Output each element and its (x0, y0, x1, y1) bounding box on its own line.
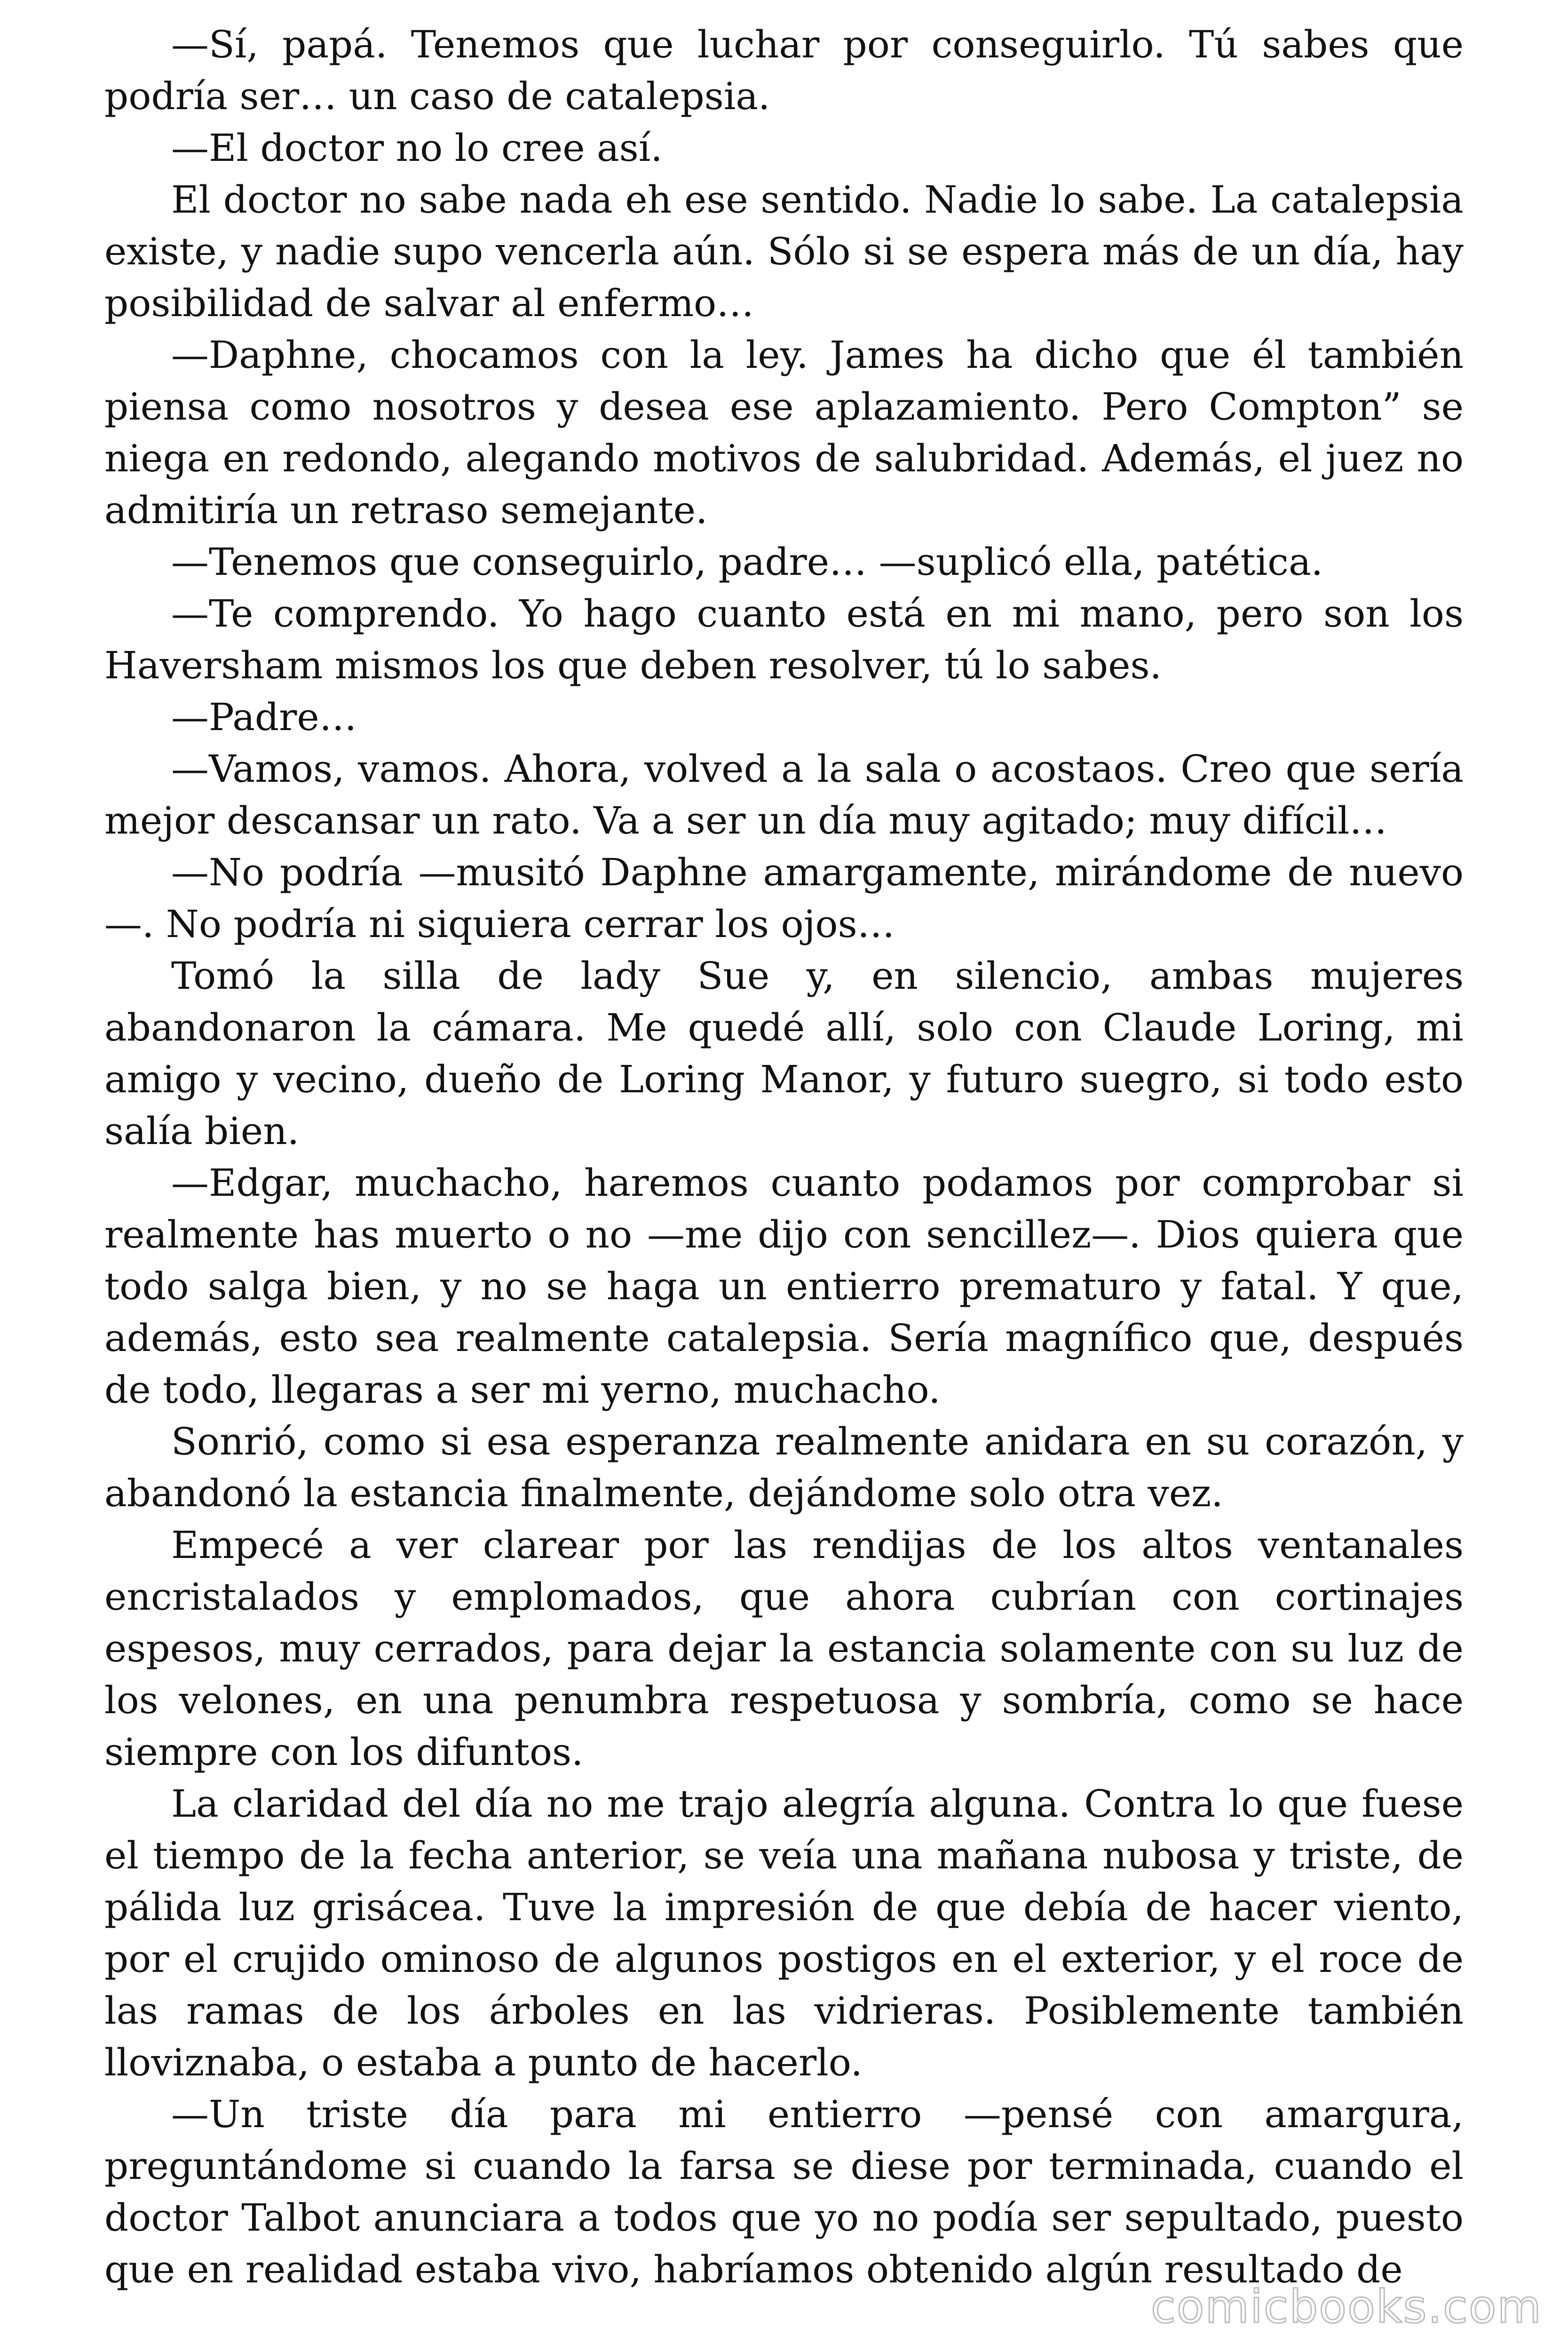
paragraph: —Un triste día para mi entierro —pensé con amargura, preguntándome si cuando la farsa se diese por terminada, cuando el doctor Talbot anunciara a todos que yo no podía ser sepultado, puesto que en realidad estaba vivo, habríamos obtenido algún resultado de (104, 2092, 1464, 2291)
paragraph: —Sí, papá. Tenemos que luchar por conseguirlo. Tú sabes que podría ser… un caso de catalepsia. (104, 23, 1464, 118)
paragraph: —Vamos, vamos. Ahora, volved a la sala o acostaos. Creo que sería mejor descansar un rato. Va a ser un día muy agitado; muy difícil… (104, 747, 1464, 842)
paragraph: —Daphne, chocamos con la ley. James ha dicho que él también piensa como nosotros y desea ese aplazamiento. Pero Compton” se niega en redondo, alegando motivos de salubridad. Además, el juez no admitiría un retraso semejante. (104, 333, 1464, 532)
paragraph: La claridad del día no me trajo alegría alguna. Contra lo que fuese el tiempo de la fecha anterior, se veía una mañana nubosa y triste, de pálida luz grisácea. Tuve la impresión de que debía de hacer viento, por el crujido ominoso de algunos postigos en el exterior, y el roce de las ramas de los árboles en las vidrieras. Posiblemente también lloviznaba, o estaba a punto de hacerlo. (104, 1782, 1464, 2084)
paragraph: Tomó la silla de lady Sue y, en silencio, ambas mujeres abandonaron la cámara. Me quedé allí, solo con Claude Loring, mi amigo y vecino, dueño de Loring Manor, y futuro suegro, si todo esto salía bien. (104, 954, 1464, 1153)
paragraph: —No podría —musitó Daphne amargamente, mirándome de nuevo —. No podría ni siquiera cerrar los ojos… (104, 850, 1464, 946)
paragraph: Empecé a ver clarear por las rendijas de los altos ventanales encristalados y emplomados, que ahora cubrían con cortinajes espesos, muy cerrados, para dejar la estancia solamente con su luz de los velones, en una penumbra respetuosa y sombría, como se hace siempre con los difuntos. (104, 1523, 1464, 1774)
paragraph: Sonrió, como si esa esperanza realmente anidara en su corazón, y abandonó la estancia finalmente, dejándome solo otra vez. (104, 1420, 1464, 1515)
watermark: comicbooks.com (1150, 2280, 1542, 2333)
paragraph: —Padre… (171, 695, 357, 739)
book-page (104, 19, 1464, 2296)
paragraph: —Te comprendo. Yo hago cuanto está en mi mano, pero son los Haversham mismos los que deben resolver, tú lo sabes. (104, 592, 1464, 687)
paragraph: —Tenemos que conseguirlo, padre… —suplicó ella, patética. (171, 540, 1323, 584)
paragraph: —Edgar, muchacho, haremos cuanto podamos por comprobar si realmente has muerto o no —me dijo con sencillez—. Dios quiera que todo salga bien, y no se haga un entierro prematuro y fatal. Y que, además, esto sea realmente catalepsia. Sería magnífico que, después de todo, llegaras a ser mi yerno, muchacho. (104, 1161, 1464, 1412)
paragraph: —El doctor no lo cree así. (171, 126, 663, 170)
paragraph: El doctor no sabe nada eh ese sentido. Nadie lo sabe. La catalepsia existe, y nadie supo vencerla aún. Sólo si se espera más de un día, hay posibilidad de salvar al enfermo… (104, 178, 1464, 325)
